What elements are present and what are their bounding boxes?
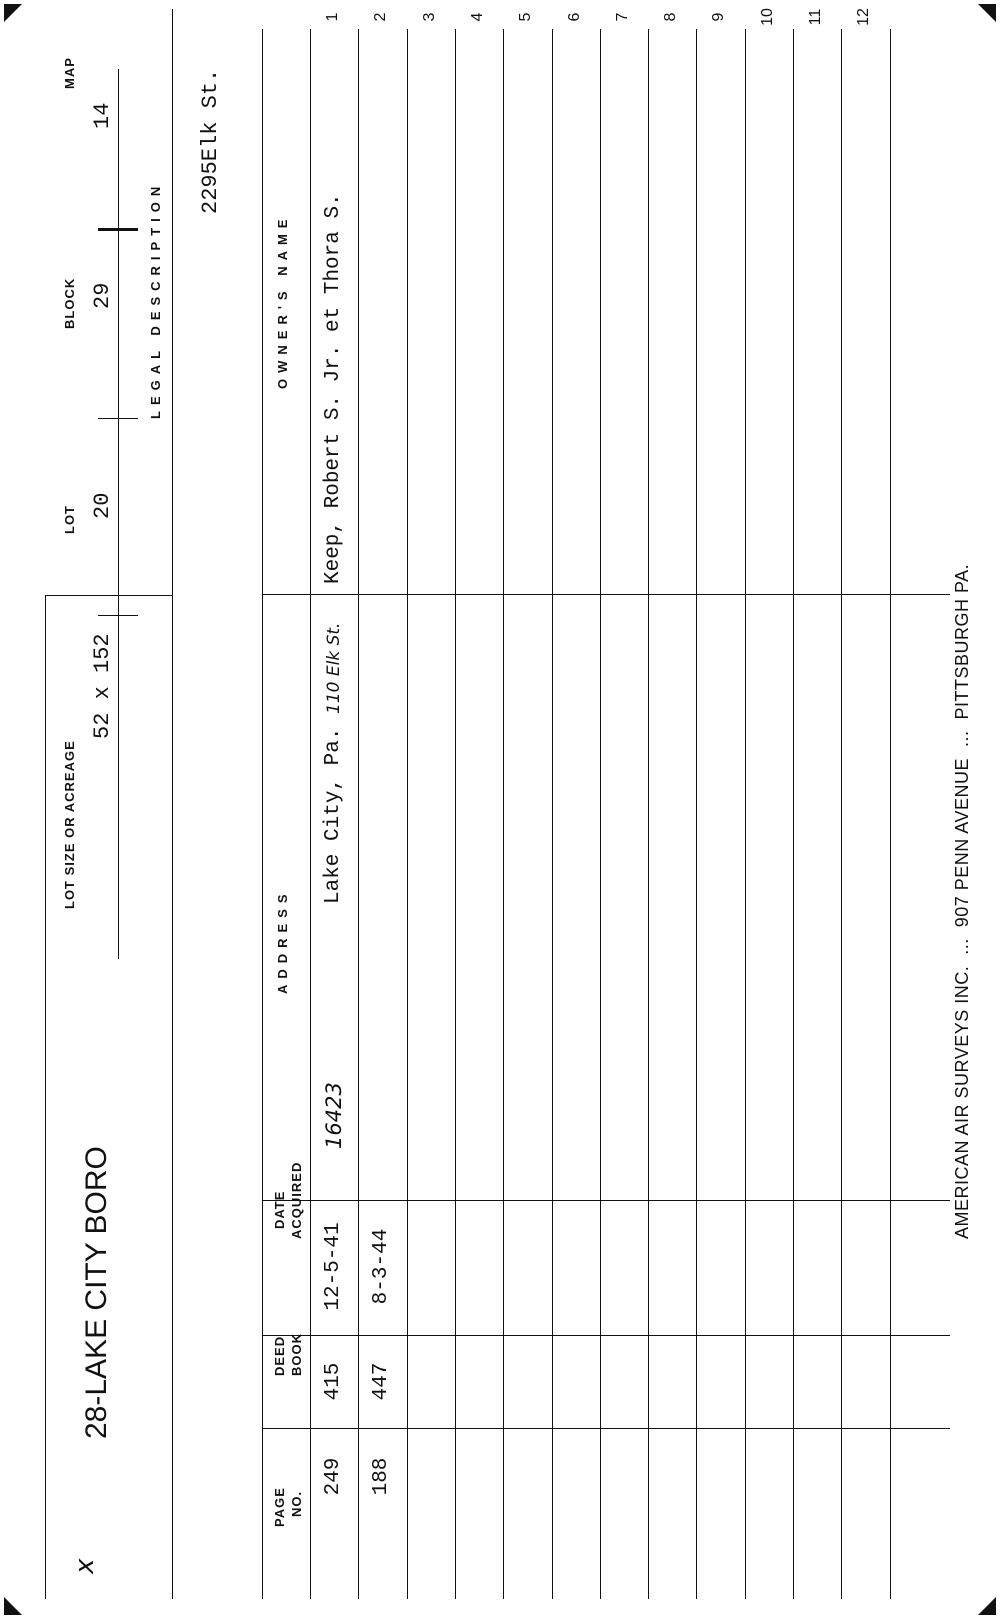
row-rule — [358, 29, 359, 1599]
legal-description-header: LEGAL DESCRIPTION — [148, 180, 163, 419]
row-number: 5 — [517, 12, 535, 22]
deed-book-header-1: DEED — [272, 1335, 287, 1376]
address-value: Lake City, Pa. — [322, 727, 345, 904]
page-no-header-1: PAGE — [272, 1487, 287, 1527]
date-acquired-value: 12-5-41 — [322, 1222, 345, 1311]
corner-mark-top-left — [4, 1597, 22, 1615]
row-rule — [600, 29, 601, 1599]
block-value: 29 — [90, 282, 115, 309]
header-right-rule — [45, 595, 173, 596]
row-number: 8 — [662, 12, 680, 22]
row-number: 12 — [855, 8, 873, 26]
corner-x-mark: x — [70, 1558, 100, 1574]
county-title: 28-LAKE CITY BORO — [80, 1146, 113, 1439]
page-no-value: 249 — [322, 1457, 345, 1496]
owners-name-header: OWNER'S NAME — [275, 213, 290, 389]
row-rule — [890, 29, 891, 1599]
row-rule — [407, 29, 408, 1599]
block-header: BLOCK — [62, 277, 77, 329]
corner-mark-bottom-left — [978, 1597, 996, 1615]
page-no-header-2: NO. — [289, 1490, 304, 1517]
lot-header: LOT — [62, 505, 77, 534]
address-header: ADDRESS — [275, 888, 290, 994]
date-acquired-header-2: ACQUIRED — [289, 1161, 304, 1239]
deed-book-value: 447 — [370, 1362, 394, 1401]
date-book-divider — [262, 1335, 950, 1336]
row-number: 9 — [710, 12, 728, 22]
owner-address-divider — [262, 594, 950, 595]
row-number: 7 — [613, 12, 631, 22]
row-rule — [648, 29, 649, 1599]
address-handwritten: 110 Elk St. — [324, 622, 344, 714]
row-number: 4 — [468, 12, 486, 22]
row-rule — [696, 29, 697, 1599]
table-header-rule — [310, 29, 311, 1599]
owner-name: Keep, Robert S. Jr. et Thora S. — [322, 193, 345, 584]
row-number: 11 — [807, 8, 824, 26]
corner-mark-top-right — [4, 4, 22, 22]
lot-size-header: LOT SIZE OR ACREAGE — [62, 740, 77, 909]
row-rule — [552, 29, 553, 1599]
footer-imprint: AMERICAN AIR SURVEYS INC. ... 907 PENN AVENUE ... PITTSBURGH PA. — [952, 563, 972, 1239]
row-rule — [793, 29, 794, 1599]
map-value: 14 — [90, 102, 115, 129]
deed-book-value: 415 — [322, 1362, 345, 1401]
row-number: 6 — [565, 12, 583, 22]
book-page-divider — [262, 1428, 950, 1429]
corner-mark-bottom-right — [978, 4, 996, 22]
legal-description-value: 2295Elk St. — [198, 68, 223, 214]
row-rule — [841, 29, 842, 1599]
header-top-rule — [45, 596, 46, 1599]
row-rule — [455, 29, 456, 1599]
lot-size-value: 52 x 152 — [90, 633, 115, 739]
address-date-divider — [262, 1200, 950, 1201]
header-bottom-rule — [172, 9, 173, 1599]
page-no-value: 188 — [370, 1457, 394, 1496]
row-number: 1 — [324, 12, 341, 22]
row-number: 2 — [372, 12, 390, 22]
date-acquired-header-1: DATE — [272, 1190, 287, 1229]
row-number: 10 — [758, 8, 776, 26]
map-header: MAP — [62, 57, 77, 89]
row-rule — [503, 29, 504, 1599]
date-acquired-value: 8-3-44 — [370, 1228, 394, 1305]
parcel-underline — [118, 69, 119, 959]
row-number: 3 — [420, 12, 438, 22]
address-zip: 16423 — [322, 1082, 346, 1149]
table-top-rule — [262, 29, 263, 1599]
row-rule — [745, 29, 746, 1599]
lot-value: 20 — [90, 492, 115, 519]
deed-book-header-2: BOOK — [289, 1333, 304, 1376]
